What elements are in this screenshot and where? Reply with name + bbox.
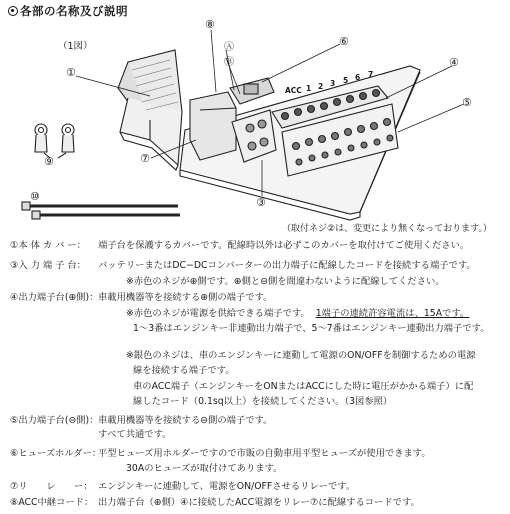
callout-B: Ⓑ xyxy=(224,57,234,68)
item-line: ※赤色のネジが⊕側です。⊕側と⊖側を間違わないように配線してください。 xyxy=(126,276,445,287)
callout-7: ⑦ xyxy=(140,152,150,165)
terminal-label-6: 6 xyxy=(355,73,361,82)
item-line: 30Aのヒューズが取付けてあります。 xyxy=(126,463,283,474)
callout-A: Ⓐ xyxy=(224,42,234,53)
item-term: ①本 体 カ バ ー： xyxy=(10,240,86,251)
item-output-minus xyxy=(10,415,272,427)
item-input-terminal xyxy=(10,260,476,272)
terminal-block-illustration xyxy=(0,0,510,240)
screw-note: （取付ネジ②は、変更により無くなっております。） xyxy=(282,224,492,234)
item-line: 線を接続する端子です。 xyxy=(133,365,235,376)
item-term: ⑥ヒューズホルダー： xyxy=(10,448,102,459)
item-line: 平型ヒューズ用ホルダーですので市販の自動車用平型ヒューズが使用できます。 xyxy=(98,448,431,459)
figure-label: （1図） xyxy=(58,41,93,52)
item-term: ④出力端子台(⊕側)： xyxy=(10,292,99,303)
callout-10: ⑩ xyxy=(30,190,40,203)
callout-6: ⑥ xyxy=(339,35,349,48)
item-term: ⑧ACC中継コード： xyxy=(10,497,94,508)
terminal-label-5: 5 xyxy=(343,76,349,85)
item-line: 線したコード（0.1sq以上）を接続してください。（3図参照） xyxy=(133,396,393,407)
item-line: 車のACC端子（エンジンキーをONまたはACCにした時に電圧がかかる端子）に配 xyxy=(133,381,474,392)
item-line: ※銀色のネジは、車のエンジンキーに連動して電源のON/OFFを制御するための電源 xyxy=(126,350,476,361)
item-line: すべて共通です。 xyxy=(98,429,172,440)
item-line: エンジンキーに連動して、電源をON/OFFさせるリレーです。 xyxy=(98,481,356,492)
item-line: 出力端子台（⊕側）④に接続したACC電源をリレー⑦に配線するコードです。 xyxy=(98,497,420,508)
item-term: ③入 力 端 子 台： xyxy=(10,260,86,271)
terminal-label-1: 1 xyxy=(306,84,312,93)
item-term: ⑤出力端子台(⊖側)： xyxy=(10,415,99,426)
item-line: 車載用機器等を接続する⊕側の端子です。 xyxy=(98,292,273,303)
item-output-plus xyxy=(10,292,272,304)
callout-8: ⑧ xyxy=(205,18,215,31)
terminal-label-3: 3 xyxy=(330,79,336,88)
callout-1: ① xyxy=(66,66,76,79)
heading-text: 各部の名称及び説明 xyxy=(20,4,128,18)
item-body-cover xyxy=(10,240,469,252)
item-line: 1〜3番はエンジンキー非連動出力端子で、5〜7番はエンジンキー連動出力端子です。 xyxy=(133,323,490,334)
item-line xyxy=(126,308,469,320)
item-line: 車載用機器等を接続する⊖側の端子です。 xyxy=(98,415,273,426)
item-term: ⑦リ レ ー： xyxy=(10,481,93,492)
item-line: 端子台を保護するカバーです。配線時以外は必ずこのカバーを取付けてご使用ください。 xyxy=(98,240,470,251)
item-line: バッテリーまたはDC−DCコンバーターの出力端子に配線したコードを接続する端子です。 xyxy=(98,260,476,271)
terminal-label-7: 7 xyxy=(368,70,374,79)
item-line-part: ※赤色のネジが電源を供給できる端子です。 xyxy=(126,308,310,319)
callout-4: ④ xyxy=(449,56,459,69)
terminal-label-2: 2 xyxy=(318,82,324,91)
item-fuse-holder xyxy=(10,448,431,460)
callout-5: ⑤ xyxy=(462,96,472,109)
terminal-label-acc: ACC xyxy=(285,86,302,95)
callout-9: ⑨ xyxy=(44,155,54,168)
item-acc-cord xyxy=(10,497,420,509)
callout-3: ③ xyxy=(256,196,266,209)
item-line-underlined: 1端子の連続許容電流は、15Aです。 xyxy=(315,308,470,319)
item-relay xyxy=(10,481,355,493)
